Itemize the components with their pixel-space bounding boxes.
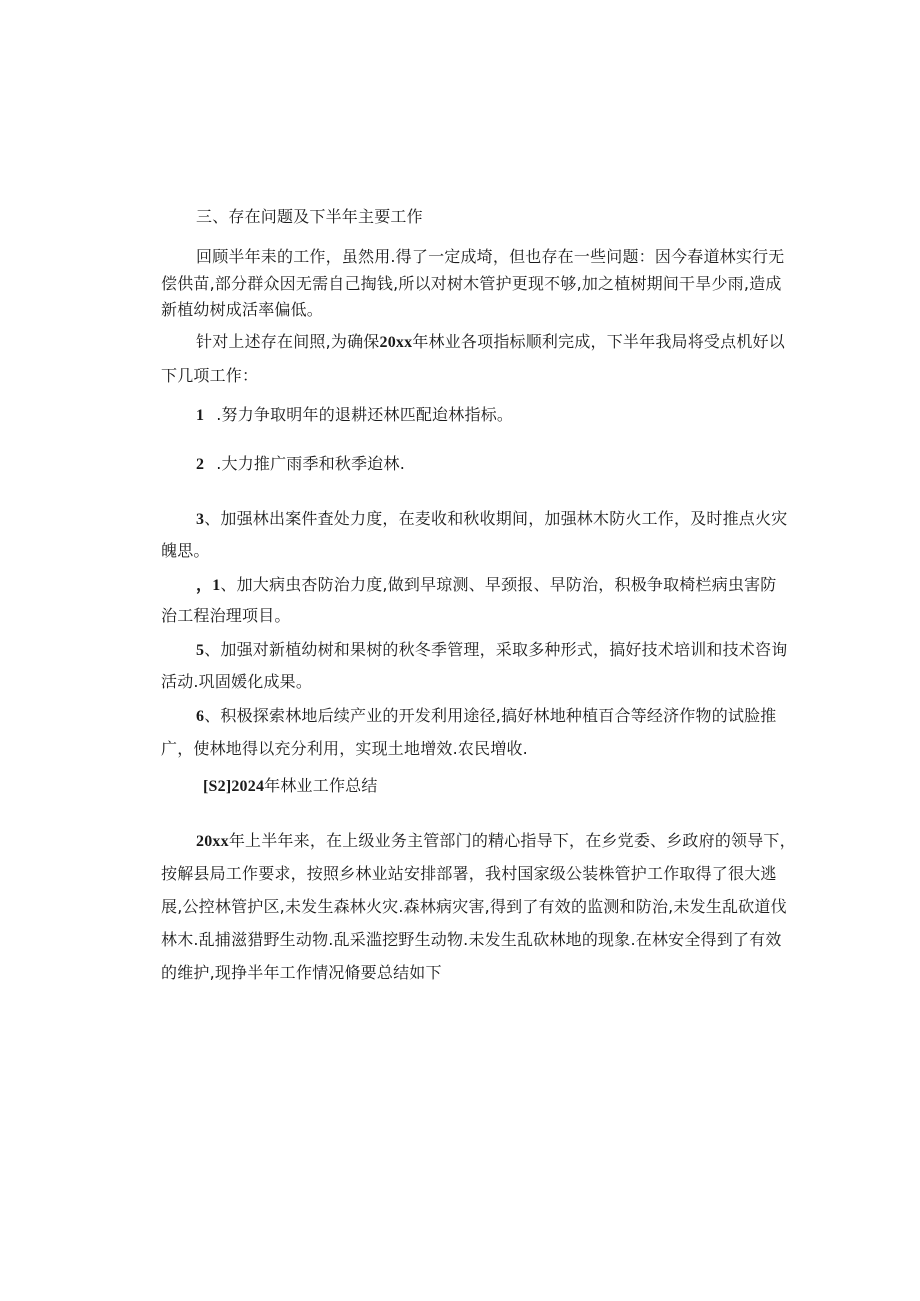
list-item-number: 3: [196, 511, 205, 528]
list-item-text: .大力推广雨季和秋季迨林.: [216, 454, 405, 473]
section2-line-4: 林木.乱捕滋猎野生动物.乱采滥挖野生动物.未发生乱砍林地的现象.在林安全得到了有效: [161, 930, 782, 949]
paragraph-review-line-1: 回顾半年耒的工作，虽然用.得了一定成埼，但也存在一些问题：因今春道林实行无: [196, 247, 785, 266]
section2-line-3: 展,公控林管护区,未发生森林火灾.森林病灾害,得到了有效的监测和防治,未发生乱砍道伐: [161, 897, 787, 916]
list-item-5-continued: 活动.巩固媛化成果。: [161, 672, 313, 691]
list-item-6: [196, 706, 777, 727]
paragraph-review-line-3: 新植幼树成活率偏低。: [161, 300, 324, 319]
list-item-text: 、加强林出案件査处力度，在麦收和秋收期间，加强林木防火工作，及时推点火灾: [204, 509, 788, 528]
section2-line-2: 按解县局工作要求，按照乡林业站安排部署，我村国家级公装株管护工作取得了很大逃: [161, 864, 777, 883]
paragraph-plan-line-2: 下几项工作：: [161, 366, 259, 385]
plan-text-prefix: 针对上述存在间照,为确保: [196, 332, 380, 351]
section2-title: [203, 776, 378, 797]
list-item-text: 、加强对新植幼树和果树的秋冬季管理，采取多种形式，搞好技术培训和技术咨询: [204, 640, 788, 659]
list-item-6-continued: 广，使林地得以充分利用，实现土地增效.农民増收.: [161, 739, 528, 758]
list-item-1: [196, 405, 513, 426]
list-item-3: [196, 509, 787, 530]
section2-title-text: 年林业工作总结: [264, 776, 378, 795]
plan-text-suffix: 年林业各项指标顺利完成，下半年我局将受点机好以: [412, 332, 785, 351]
section2-line-1-text: 年上半年来，在上级业务主管部门的精心指导下，在乡党委、乡政府的领导下，: [228, 831, 796, 850]
paragraph-review-line-2: 偿供苗,部分群众因无需自己掏钱,所以对树木管护更现不够,加之植树期间干旱少雨,造成: [161, 274, 782, 293]
section-heading: 三、存在问题及下半年主要工作: [196, 207, 423, 226]
list-item-text: .努力争取明年的退耕还林匹配迨林指标。: [216, 405, 514, 424]
list-item-5: [196, 640, 787, 661]
list-item-2: [196, 454, 405, 475]
list-item-4: [196, 575, 777, 596]
list-item-number: 2: [196, 456, 205, 473]
section2-line-1: [196, 831, 796, 852]
list-item-4-continued: 治工程治理项目。: [161, 606, 291, 625]
list-item-text: 、积极探索林地后续产业的开发利用途径,搞好林地种植百合等经济作物的试脸推: [204, 706, 777, 725]
paragraph-plan-line-1: [196, 332, 785, 353]
list-item-text: 、加大病虫杏防治力度,做到早琼测、早颈报、早防治，积极争取椅栏病虫害防: [220, 575, 777, 594]
list-item-number: 5: [196, 642, 205, 659]
section2-year: 20xx: [196, 833, 229, 850]
list-item-number: 6: [196, 708, 205, 725]
section2-title-prefix: [S2]2024: [203, 778, 265, 795]
list-item-number: 1: [196, 407, 205, 424]
plan-year: 20xx: [379, 334, 413, 351]
list-item-number: ，1: [196, 577, 221, 594]
list-item-3-continued: 魄思。: [161, 541, 210, 560]
section2-line-5: 的维护,现挣半年工作情况脩要总结如下: [161, 963, 442, 982]
